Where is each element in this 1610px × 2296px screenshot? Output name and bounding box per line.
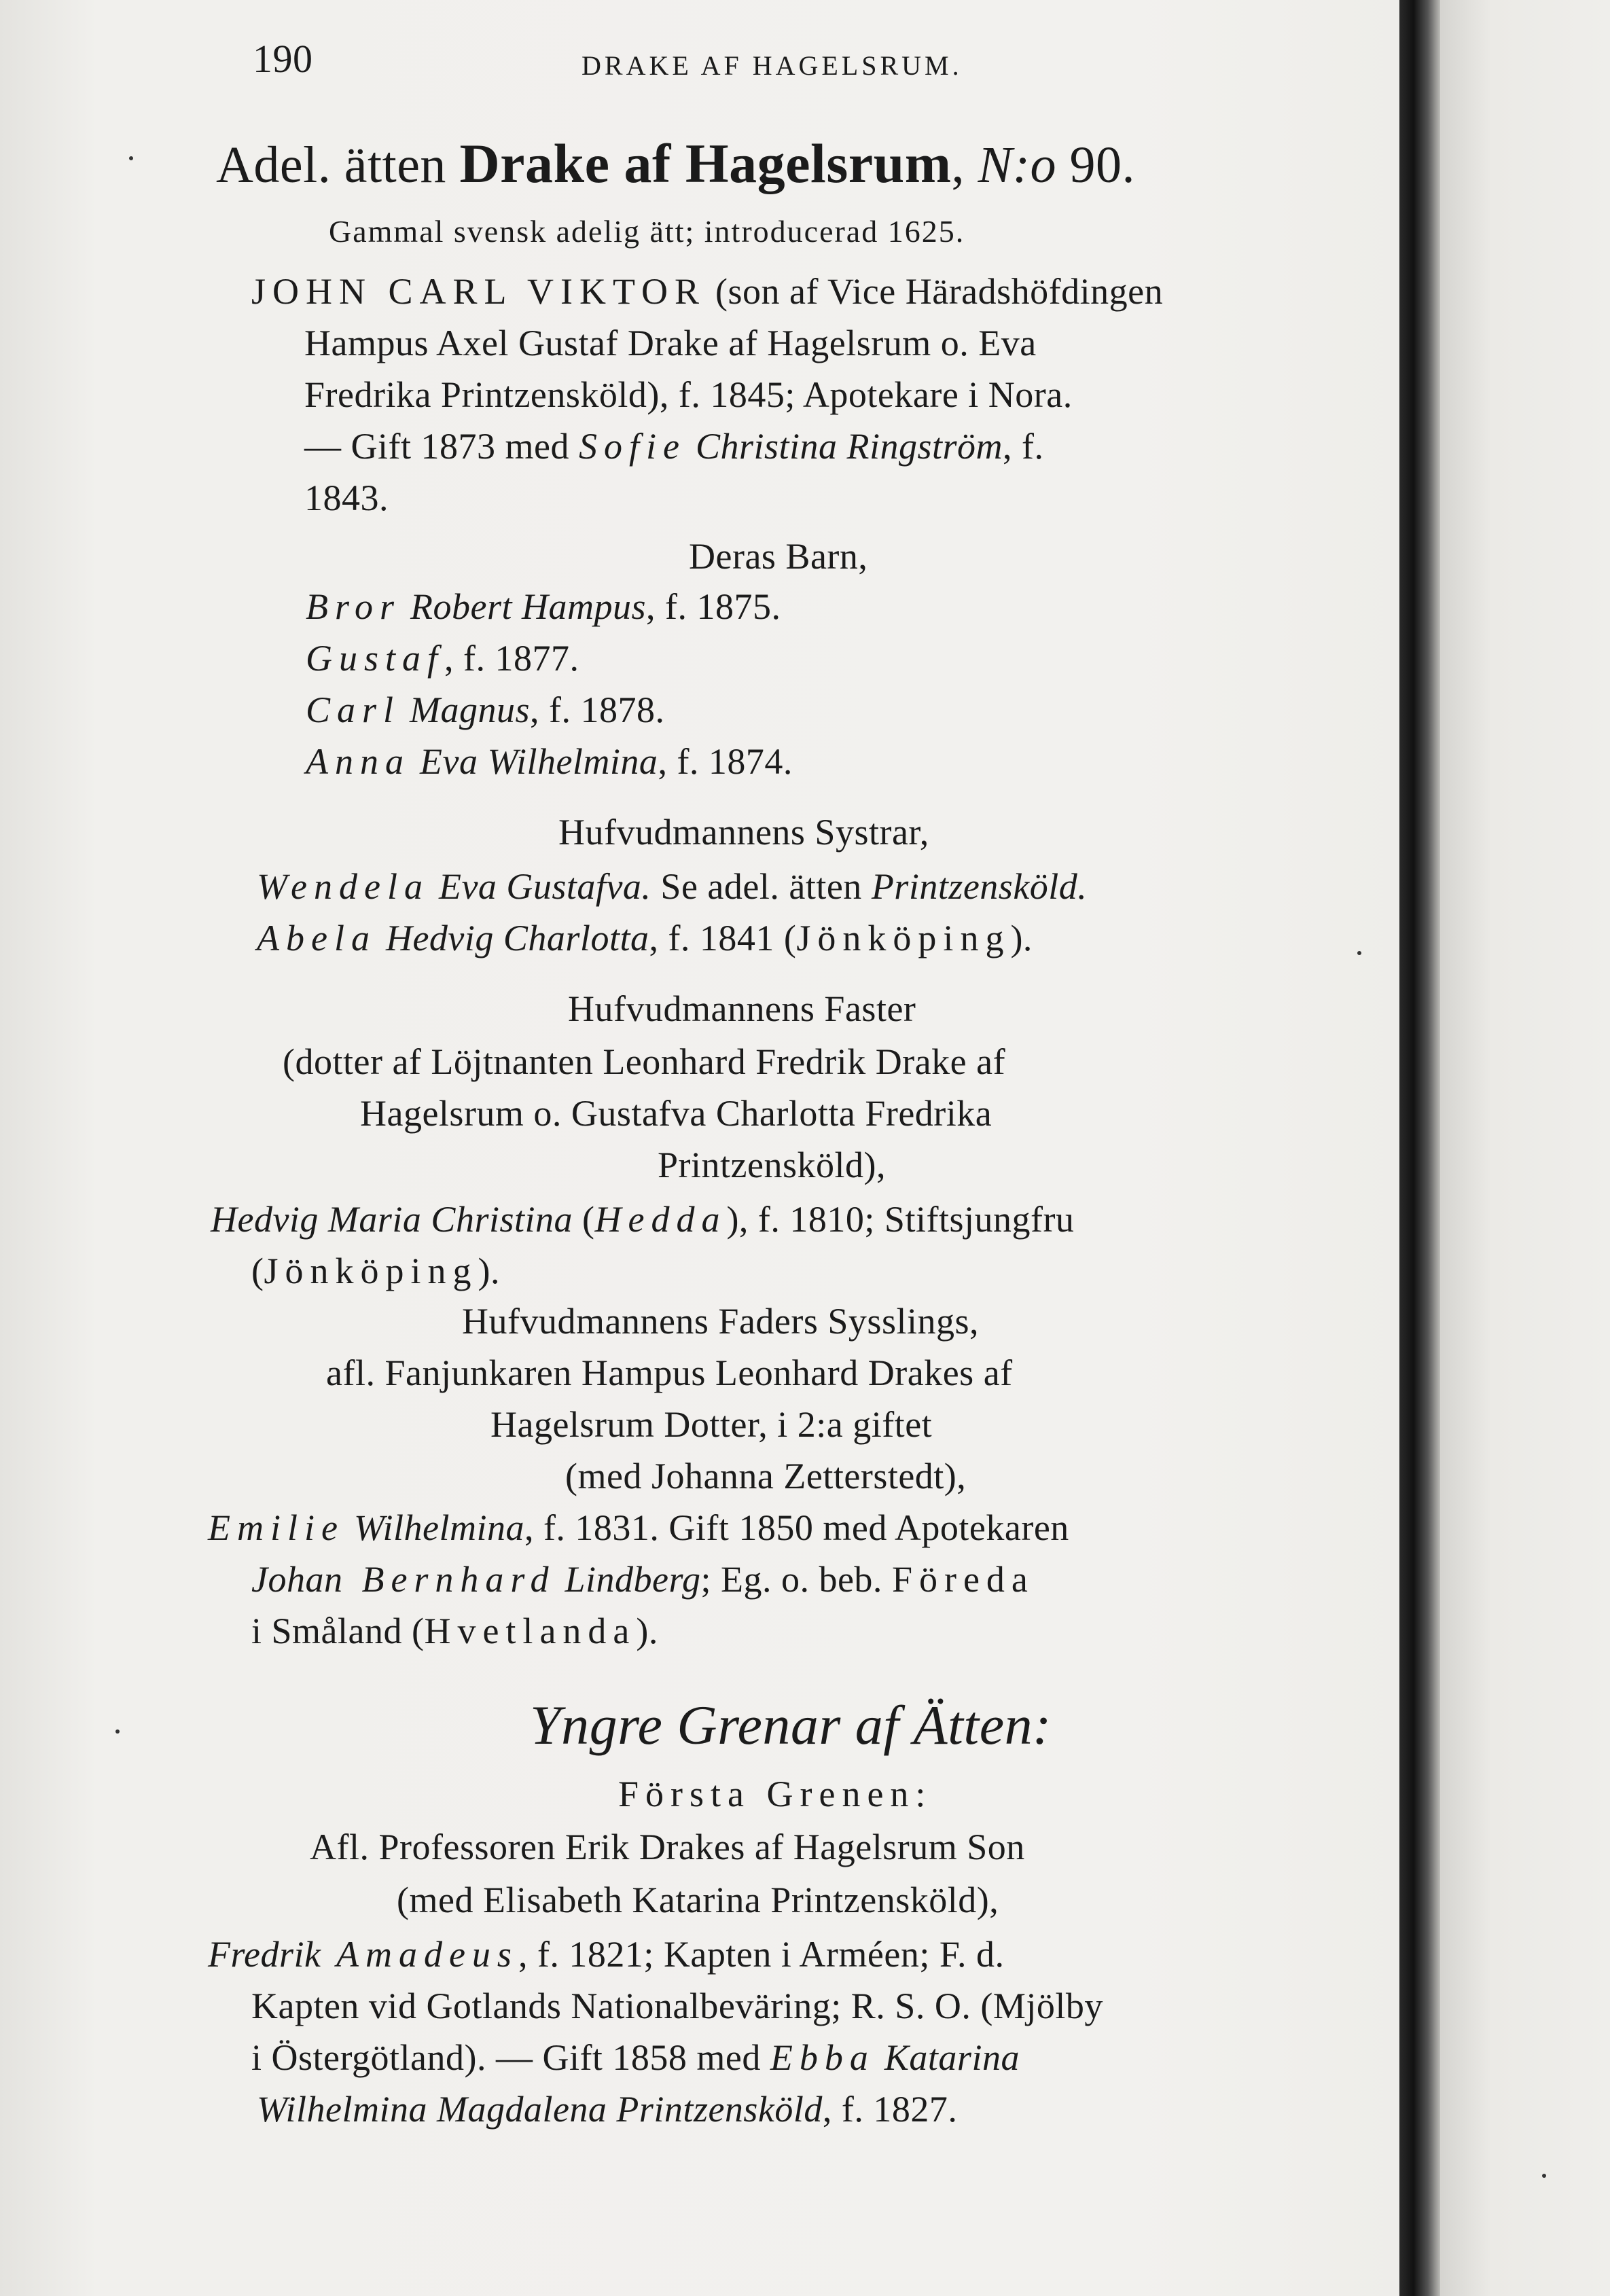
sister-reference-family: Printzensköld. (871, 866, 1088, 907)
title-prefix: Adel. ätten (216, 137, 460, 194)
cousin-husband-middle: Bernhard (361, 1559, 556, 1600)
facing-page-edge (1440, 0, 1610, 2296)
sister-reference: Se adel. ätten (651, 866, 872, 907)
cousin-husband-first: Johan (251, 1559, 343, 1600)
cousin-husband-last: Lindberg (555, 1559, 701, 1600)
head-of-family-name: JOHN CARL VIKTOR (251, 271, 706, 312)
child-entry (306, 583, 781, 630)
spouse-born-label: , f. (1003, 426, 1044, 467)
sister-place: Jönköping (796, 918, 1011, 958)
head-of-family-line-3: Fredrika Printzensköld), f. 1845; Apotekare i Nora. (304, 374, 1073, 415)
cousin-names: Wilhelmina (344, 1507, 524, 1548)
head-of-family-line-1 (251, 268, 1163, 315)
cousin-entry-line-2 (251, 1556, 1035, 1603)
child-birth: , f. 1877. (444, 638, 579, 679)
title-number-value: 90. (1056, 137, 1136, 194)
child-names: Magnus (400, 689, 531, 730)
branch-career: , f. 1821; Kapten i Arméen; F. d. (518, 1934, 1005, 1975)
subtitle: Gammal svensk adelig ätt; introducerad 1625. (329, 214, 965, 249)
branch-entry-line-3 (251, 2034, 1020, 2081)
cousin-region: i Småland ( (251, 1611, 425, 1651)
aunt-entry-line-1 (211, 1196, 1074, 1243)
sister-first-name: Wendela (257, 866, 429, 907)
child-birth: , f. 1878. (530, 689, 665, 730)
branch-spouse-names: Wilhelmina Magdalena Printzensköld (257, 2089, 823, 2130)
sister-birth: , f. 1841 ( (649, 918, 797, 958)
running-title: DRAKE AF HAGELSRUM. (582, 50, 963, 81)
head-of-family-line-2: Hampus Axel Gustaf Drake af Hagelsrum o. Eva (304, 323, 1037, 363)
head-of-family-line-5: 1843. (304, 478, 389, 518)
cousin-intro-line: afl. Fanjunkaren Hampus Leonhard Drakes af (326, 1352, 1013, 1393)
aunt-intro-line: Printzensköld), (658, 1145, 886, 1185)
branch-intro-line: Afl. Professoren Erik Drakes af Hagelsrum Son (310, 1827, 1025, 1867)
print-speck (1357, 951, 1361, 955)
print-speck (1542, 2174, 1546, 2178)
aunt-entry-line-2 (251, 1247, 500, 1295)
child-entry (306, 738, 793, 785)
branch-spouse-middle: Katarina (874, 2037, 1020, 2078)
cousin-estate-text: ; Eg. o. beb. (700, 1559, 882, 1600)
branch-spouse-birth: , f. 1827. (822, 2089, 958, 2130)
aunt-nickname: Hedda (594, 1199, 727, 1240)
child-names: Eva Wilhelmina (410, 741, 658, 782)
cousin-parish: Hvetlanda (424, 1611, 637, 1651)
cousin-marriage: , f. 1831. Gift 1850 med Apotekaren (524, 1507, 1069, 1548)
child-entry (306, 686, 665, 734)
aunt-birth: ), f. 1810; Stiftsjungfru (726, 1199, 1075, 1240)
family-title (216, 133, 1135, 196)
print-speck (115, 1729, 120, 1734)
branch-heading: Första Grenen: (618, 1774, 933, 1814)
child-first-name: Gustaf (306, 638, 445, 679)
aunt-paren: ( (573, 1199, 595, 1240)
branch-intro-line: (med Elisabeth Katarina Printzensköld), (397, 1880, 999, 1920)
aunt-place-open: ( (251, 1251, 264, 1291)
sisters-heading: Hufvudmannens Systrar, (558, 812, 929, 853)
page-number: 190 (253, 37, 313, 81)
branch-entry-line-2: Kapten vid Gotlands Nationalbeväring; R. S. O. (Mjölby (251, 1986, 1103, 2026)
sister-end: ). (1010, 918, 1033, 958)
branch-entry-line-4 (257, 2085, 957, 2133)
children-heading: Deras Barn, (689, 536, 868, 577)
spouse-name: Christina Ringström (685, 426, 1003, 467)
cousin-intro-line: (med Johanna Zetterstedt), (565, 1456, 967, 1496)
page-binding-shadow (1399, 0, 1440, 2296)
aunt-heading: Hufvudmannens Faster (568, 988, 916, 1029)
child-birth: , f. 1875. (646, 586, 781, 627)
title-separator: , (951, 137, 978, 194)
cousin-first-name: Emilie (208, 1507, 344, 1548)
child-birth: , f. 1874. (658, 741, 793, 782)
child-first-name: Bror (306, 586, 401, 627)
section-heading: Yngre Grenar af Ätten: (530, 1694, 1052, 1756)
sister-entry (257, 863, 1087, 910)
print-speck (129, 156, 133, 160)
child-names: Robert Hampus (401, 586, 646, 627)
head-of-family-line-4 (304, 423, 1044, 470)
aunt-place: Jönköping (264, 1251, 478, 1291)
aunt-intro-line: (dotter af Löjtnanten Leonhard Fredrik Drake af (283, 1041, 1006, 1082)
aunt-place-end: ). (478, 1251, 500, 1291)
sister-names: Eva Gustafva. (429, 866, 651, 907)
marriage-text: — Gift 1873 med (304, 426, 579, 467)
branch-spouse-first: Ebba (770, 2037, 875, 2078)
title-number-label: N:o (978, 137, 1057, 194)
branch-first-name: Fredrik (208, 1934, 321, 1975)
branch-marriage-text: i Östergötland). — Gift 1858 med (251, 2037, 770, 2078)
title-family-name: Drake af Hagelsrum (459, 132, 952, 194)
cousin-entry-line-1 (208, 1504, 1069, 1551)
head-of-family-parentage: (son af Vice Häradshöfdingen (706, 271, 1164, 312)
branch-middle-name: Amadeus (321, 1934, 518, 1975)
sister-names: Hedvig Charlotta (376, 918, 649, 958)
child-entry (306, 634, 579, 682)
aunt-names: Hedvig Maria Christina (211, 1199, 573, 1240)
cousin-estate: Föreda (891, 1559, 1035, 1600)
aunt-intro-line: Hagelsrum o. Gustafva Charlotta Fredrika (360, 1093, 992, 1134)
cousin-heading: Hufvudmannens Faders Sysslings, (462, 1301, 979, 1342)
sister-entry (257, 914, 1033, 962)
cousin-entry-line-3 (251, 1607, 658, 1655)
branch-entry-line-1 (208, 1931, 1005, 1978)
child-first-name: Carl (306, 689, 401, 730)
cousin-intro-line: Hagelsrum Dotter, i 2:a giftet (490, 1404, 933, 1445)
sister-first-name: Abela (257, 918, 376, 958)
cousin-parish-end: ). (636, 1611, 658, 1651)
spouse-first-name: Sofie (578, 426, 686, 467)
child-first-name: Anna (306, 741, 410, 782)
